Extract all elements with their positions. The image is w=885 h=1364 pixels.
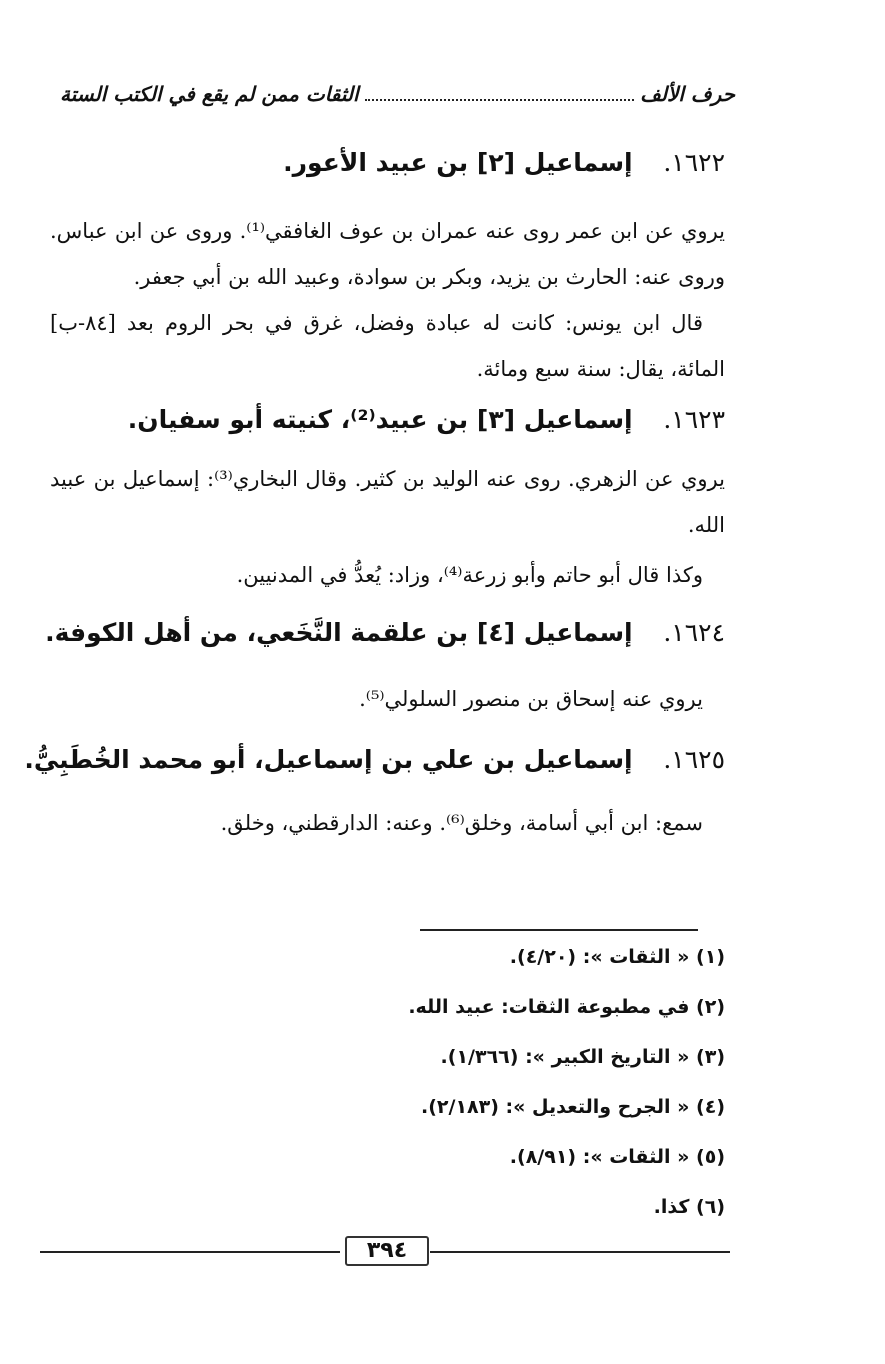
footnote: (٣) « التاريخ الكبير »: (١/٣٦٦).	[440, 1046, 725, 1068]
entry-paragraph: قال ابن يونس: كانت له عبادة وفضل، غرق في بحر الروم بعد [٨٤-ب] المائة، يقال: سنة سبع ومائة.	[50, 311, 725, 381]
entry-number: ١٦٢٥.	[663, 745, 725, 774]
footnote: (٦) كذا.	[653, 1196, 725, 1218]
header-chapter: حرف الألف	[640, 82, 735, 106]
entry-heading	[60, 148, 725, 177]
page-number: ٣٩٤	[345, 1236, 429, 1266]
entry-paragraph: يروي عن ابن عمر روى عنه عمران بن عوف الغافقي⁽¹⁾. وروى عن ابن عباس. وروى عنه: الحارث بن يزيد، وبكر بن سوادة، وعبيد الله بن أبي جعفر.	[50, 219, 725, 289]
entry-title: إسماعيل [٢] بن عبيد الأعور.	[283, 148, 633, 177]
entry-heading	[60, 405, 725, 434]
entry-heading	[24, 745, 725, 774]
entry-paragraph: يروي عن الزهري. روى عنه الوليد بن كثير. وقال البخاري⁽³⁾: إسماعيل بن عبيد الله.	[50, 467, 725, 537]
header-book-title: الثقات ممن لم يقع في الكتب الستة	[60, 82, 359, 106]
entry-heading	[45, 618, 725, 647]
entry-title: إسماعيل بن علي بن إسماعيل، أبو محمد الخُطَبِيُّ.	[24, 745, 633, 774]
footnote-separator	[420, 929, 698, 931]
entry-number: ١٦٢٣.	[663, 405, 725, 434]
entry-paragraph: يروي عنه إسحاق بن منصور السلولي⁽⁵⁾.	[359, 687, 703, 711]
entry-paragraph: وكذا قال أبو حاتم وأبو زرعة⁽⁴⁾، وزاد: يُعدُّ في المدنيين.	[236, 563, 703, 587]
entry-number: ١٦٢٢.	[663, 148, 725, 177]
footnote: (٤) « الجرح والتعديل »: (٢/١٨٣).	[421, 1096, 725, 1118]
entry-number: ١٦٢٤.	[663, 618, 725, 647]
footnote: (٥) « الثقات »: (٨/٩١).	[509, 1146, 725, 1168]
footnote: (٢) في مطبوعة الثقات: عبيد الله.	[408, 996, 725, 1018]
footer-rule	[430, 1251, 730, 1253]
page-footer	[40, 1236, 730, 1266]
entry-title: إسماعيل [٣] بن عبيد⁽²⁾، كنيته أبو سفيان.	[127, 405, 633, 434]
entry-title: إسماعيل [٤] بن علقمة النَّخَعي، من أهل الكوفة.	[45, 618, 633, 647]
running-header	[60, 82, 735, 116]
header-dot-leader	[365, 85, 635, 101]
footnotes	[60, 940, 725, 1240]
footnote: (١) « الثقات »: (٤/٢٠).	[509, 946, 725, 968]
entry-paragraph: سمع: ابن أبي أسامة، وخلق⁽⁶⁾. وعنه: الدارقطني، وخلق.	[220, 811, 703, 835]
footer-rule	[40, 1251, 340, 1253]
